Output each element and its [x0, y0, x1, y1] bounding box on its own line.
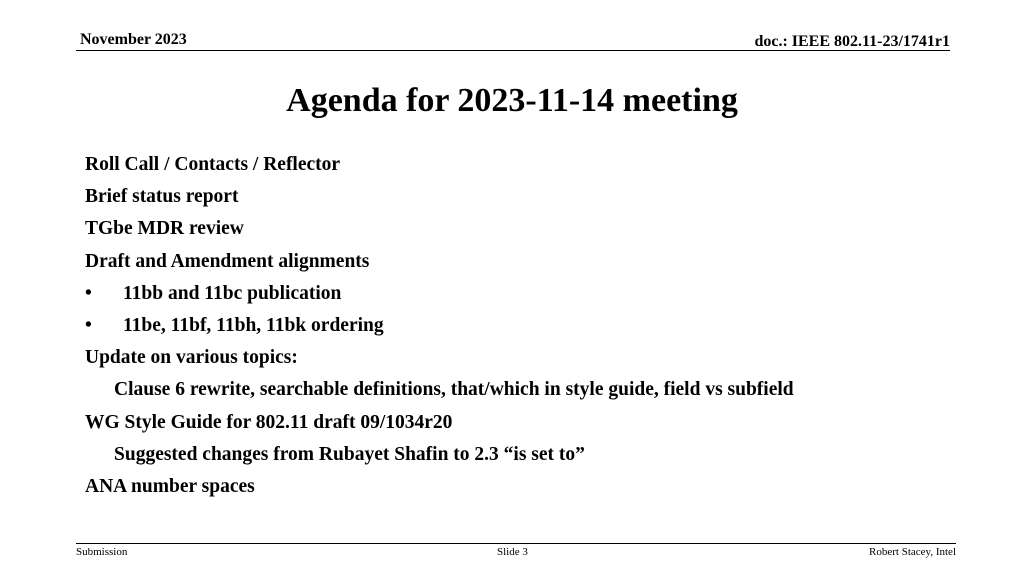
agenda-item-text: Draft and Amendment alignments	[85, 250, 370, 272]
header-doc-id: doc.: IEEE 802.11-23/1741r1	[754, 33, 950, 50]
footer-submission: Submission	[76, 546, 128, 558]
bullet-icon: •	[85, 314, 92, 336]
footer-divider	[76, 543, 956, 544]
agenda-item-text: Clause 6 rewrite, searchable definitions, that/which in style guide, field vs subfield	[114, 379, 794, 401]
agenda-item	[85, 151, 794, 183]
agenda-item-text: TGbe MDR review	[85, 218, 244, 240]
agenda-item-text: Suggested changes from Rubayet Shafin to 2.3 “is set to”	[114, 443, 585, 465]
agenda-item-text: Roll Call / Contacts / Reflector	[85, 154, 341, 175]
agenda-list	[85, 151, 794, 505]
agenda-item	[85, 344, 794, 376]
agenda-item-text: WG Style Guide for 802.11 draft 09/1034r20	[85, 411, 453, 433]
agenda-bullet-item	[85, 280, 794, 312]
agenda-item	[85, 183, 794, 215]
header-date: November 2023	[80, 31, 187, 48]
bullet-icon: •	[85, 282, 92, 304]
header-divider	[76, 50, 950, 51]
footer-author: Robert Stacey, Intel	[869, 546, 956, 558]
slide-title: Agenda for 2023-11-14 meeting	[286, 82, 738, 119]
agenda-item-text: ANA number spaces	[85, 475, 255, 497]
agenda-item	[85, 473, 794, 505]
agenda-item-text: Brief status report	[85, 186, 239, 208]
agenda-bullet-item	[85, 312, 794, 344]
footer-slide-number: Slide 3	[497, 546, 528, 558]
agenda-subitem	[85, 441, 794, 473]
agenda-item-text: 11be, 11bf, 11bh, 11bk ordering	[123, 314, 384, 336]
agenda-item	[85, 215, 794, 247]
agenda-subitem	[85, 376, 794, 408]
agenda-item-text: 11bb and 11bc publication	[123, 282, 342, 304]
agenda-item	[85, 409, 794, 441]
agenda-item-text: Update on various topics:	[85, 347, 298, 369]
agenda-item	[85, 248, 794, 280]
